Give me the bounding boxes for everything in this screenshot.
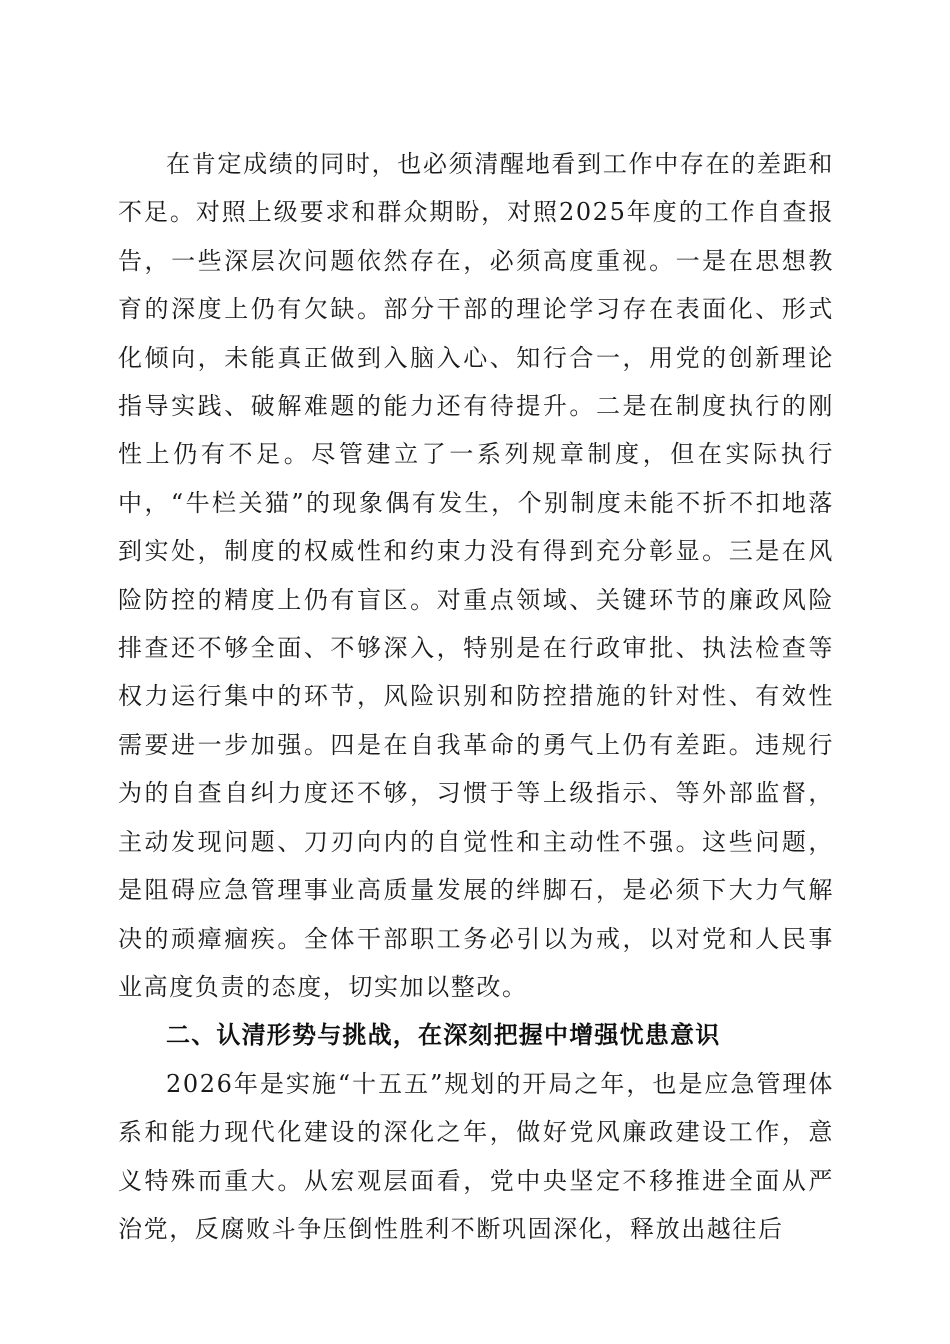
section-heading: 二、认清形势与挑战，在深刻把握中增强忧患意识 (166, 1021, 721, 1050)
document-body (118, 140, 834, 1253)
body-paragraph-situation: 2026年是实施“十五五”规划的开局之年，也是应急管理体系和能力现代化建设的深化之年，做好党风廉政建设工作，意义特殊而重大。从宏观层面看，党中央坚定不移推进全面从严治党，反腐败斗争压倒性胜利不断巩固深化，释放出越往后 (118, 1069, 834, 1243)
body-paragraph-shortcomings: 在肯定成绩的同时，也必须清醒地看到工作中存在的差距和不足。对照上级要求和群众期盼，对照2025年度的工作自查报告，一些深层次问题依然存在，必须高度重视。一是在思想教育的深度上仍有欠缺。部分干部的理论学习存在表面化、形式化倾向，未能真正做到入脑入心、知行合一，用党的创新理论指导实践、破解难题的能力还有待提升。二是在制度执行的刚性上仍有不足。尽管建立了一系列规章制度，但在实际执行中，“牛栏关猫”的现象偶有发生，个别制度未能不折不扣地落到实处，制度的权威性和约束力没有得到充分彰显。三是在风险防控的精度上仍有盲区。对重点领域、关键环节的廉政风险排查还不够全面、不够深入，特别是在行政审批、执法检查等权力运行集中的环节，风险识别和防控措施的针对性、有效性需要进一步加强。四是在自我革命的勇气上仍有差距。违规行为的自查自纠力度还不够，习惯于等上级指示、等外部监督，主动发现问题、刀刃向内的自觉性和主动性不强。这些问题，是阻碍应急管理事业高质量发展的绊脚石，是必须下大力气解决的顽瘴痼疾。全体干部职工务必引以为戒，以对党和人民事业高度负责的态度，切实加以整改。 (118, 150, 834, 1001)
